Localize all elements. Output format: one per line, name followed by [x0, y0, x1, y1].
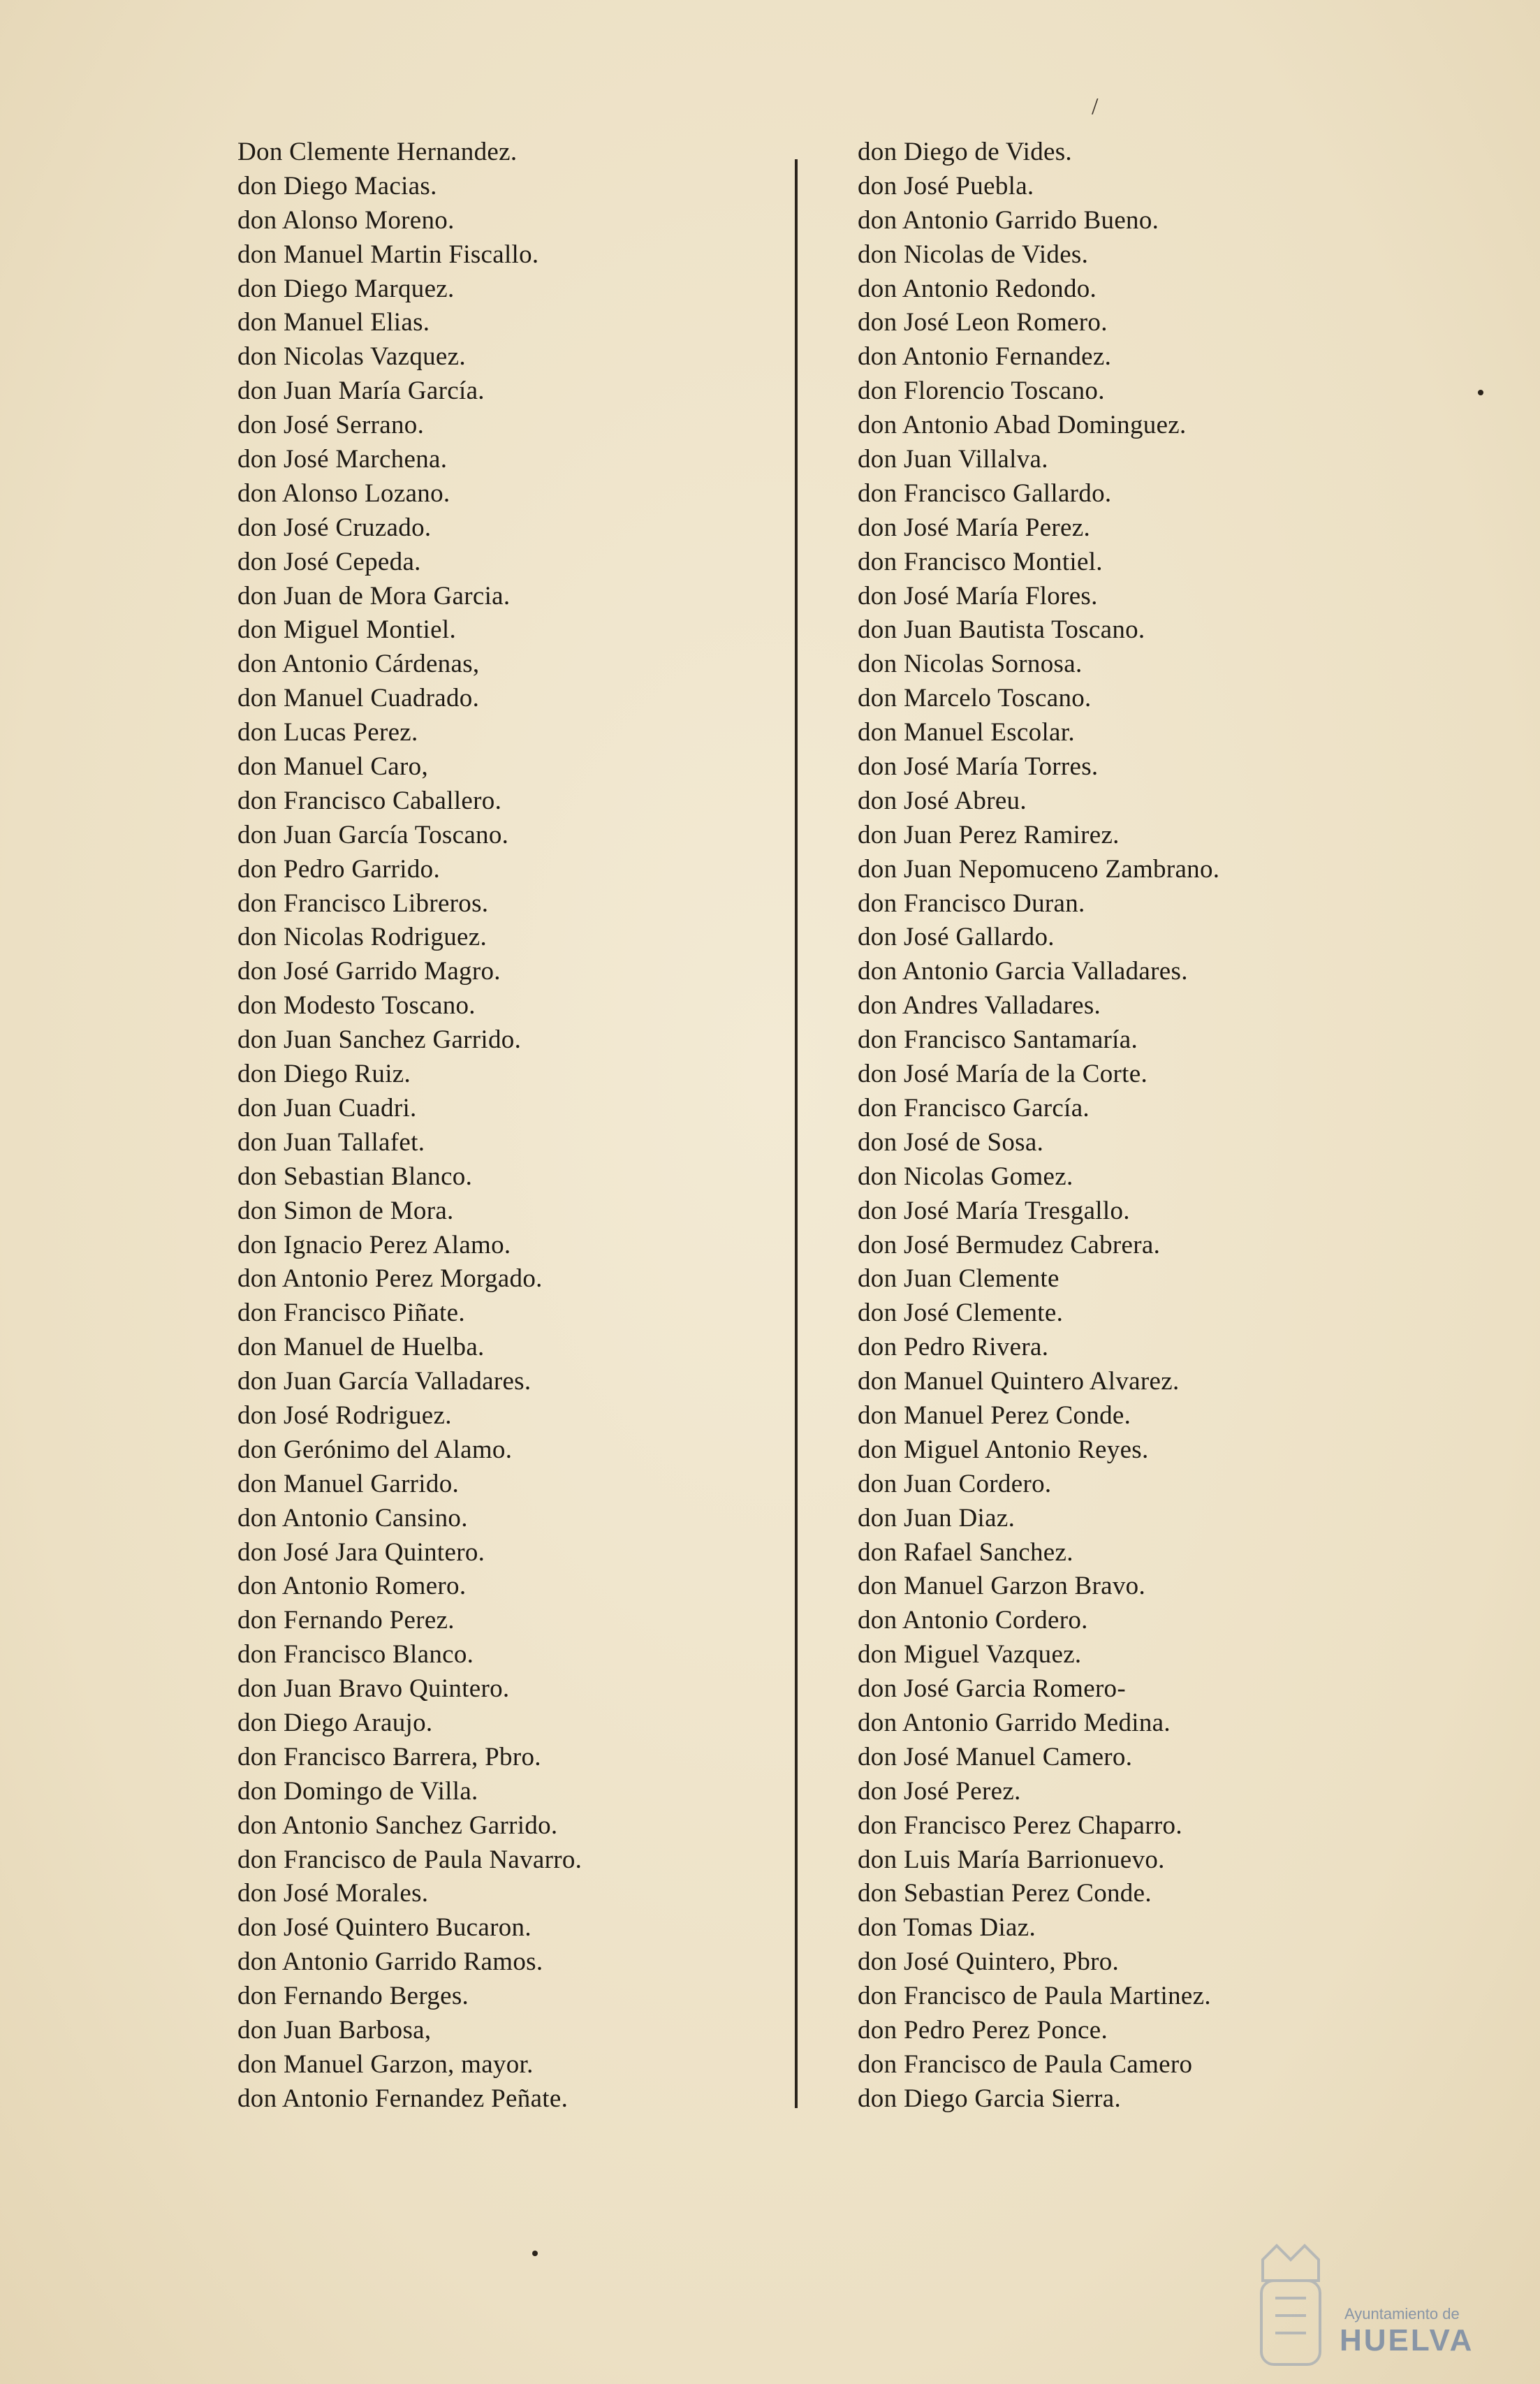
- name-entry: don Modesto Toscano.: [237, 991, 476, 1021]
- name-entry: don Diego Marquez.: [237, 274, 455, 303]
- left-name-column: [237, 136, 582, 2116]
- name-entry: don Miguel Vazquez.: [858, 1640, 1082, 1669]
- name-entry: don Juan García Valladares.: [237, 1367, 531, 1396]
- name-entry: don Antonio Fernandez Peñate.: [237, 2084, 569, 2113]
- name-entry: don Manuel Martin Fiscallo.: [237, 240, 539, 269]
- name-entry: don Diego Macias.: [237, 171, 437, 200]
- name-entry: don Francisco García.: [858, 1093, 1090, 1122]
- name-entry: don Nicolas Rodriguez.: [237, 923, 487, 952]
- name-entry: don Antonio Cárdenas,: [237, 650, 480, 679]
- name-entry: don Francisco Montiel.: [858, 547, 1103, 576]
- name-entry: don Lucas Perez.: [237, 718, 418, 747]
- name-entry: don José Puebla.: [858, 171, 1034, 200]
- name-entry: don José Cruzado.: [237, 513, 432, 542]
- name-entry: don Diego de Vides.: [858, 138, 1072, 166]
- name-entry: don Juan María García.: [237, 376, 485, 406]
- name-entry: don Pedro Perez Ponce.: [858, 2015, 1108, 2045]
- name-entry: don Manuel Perez Conde.: [858, 1401, 1131, 1430]
- name-entry: don José Quintero Bucaron.: [237, 1913, 531, 1943]
- name-entry: don José María Flores.: [858, 581, 1098, 610]
- name-entry: don Juan Diaz.: [858, 1503, 1015, 1533]
- name-entry: don Juan Perez Ramirez.: [858, 820, 1120, 849]
- name-entry: don Juan Cordero.: [858, 1469, 1052, 1498]
- name-entry: don Francisco Blanco.: [237, 1640, 474, 1669]
- page-mark: /: [1092, 94, 1099, 119]
- name-entry: don Fernando Berges.: [237, 1982, 469, 2011]
- name-entry: don Juan Bautista Toscano.: [858, 615, 1145, 645]
- name-entry: don Gerónimo del Alamo.: [237, 1435, 513, 1464]
- name-entry: don Francisco de Paula Navarro.: [237, 1845, 582, 1874]
- name-entry: don José Leon Romero.: [858, 308, 1108, 337]
- name-entry: don Nicolas de Vides.: [858, 240, 1089, 269]
- name-entry: don Tomas Diaz.: [858, 1913, 1036, 1943]
- name-entry: don Francisco Perez Chaparro.: [858, 1811, 1182, 1840]
- name-entry: don José Clemente.: [858, 1299, 1064, 1328]
- name-entry: don Pedro Rivera.: [858, 1333, 1049, 1362]
- name-entry: don José Serrano.: [237, 411, 425, 440]
- right-name-column: [858, 136, 1219, 2116]
- name-entry: don Manuel Garrido.: [237, 1469, 460, 1498]
- name-entry: don Fernando Perez.: [237, 1606, 455, 1635]
- name-entry: don José Bermudez Cabrera.: [858, 1230, 1161, 1259]
- name-entry: don Nicolas Gomez.: [858, 1162, 1073, 1191]
- name-entry: don Manuel Garzon Bravo.: [858, 1572, 1146, 1601]
- name-entry: don Francisco Caballero.: [237, 786, 502, 815]
- name-entry: don Francisco Duran.: [858, 888, 1085, 918]
- name-entry: don Miguel Antonio Reyes.: [858, 1435, 1149, 1464]
- name-entry: don Antonio Sanchez Garrido.: [237, 1811, 558, 1840]
- name-entry: don José María Torres.: [858, 752, 1099, 782]
- name-entry: don Juan Villalva.: [858, 445, 1048, 474]
- name-entry: don Antonio Fernandez.: [858, 342, 1112, 372]
- name-entry: don Miguel Montiel.: [237, 615, 456, 645]
- name-entry: don Simon de Mora.: [237, 1196, 454, 1225]
- name-entry: don Juan Cuadri.: [237, 1093, 417, 1122]
- name-entry: don Sebastian Perez Conde.: [858, 1879, 1152, 1908]
- name-entry: don José Rodriguez.: [237, 1401, 452, 1430]
- name-entry: don Antonio Redondo.: [858, 274, 1097, 303]
- name-entry: don Juan Sanchez Garrido.: [237, 1025, 522, 1055]
- name-entry: don Manuel Quintero Alvarez.: [858, 1367, 1180, 1396]
- name-entry: don Domingo de Villa.: [237, 1776, 478, 1806]
- name-entry: don José Jara Quintero.: [237, 1537, 485, 1567]
- name-entry: don Antonio Abad Dominguez.: [858, 411, 1187, 440]
- name-entry: don Florencio Toscano.: [858, 376, 1105, 406]
- name-entry: don Nicolas Sornosa.: [858, 650, 1083, 679]
- name-entry: don Antonio Garrido Ramos.: [237, 1947, 543, 1977]
- name-entry: don Diego Garcia Sierra.: [858, 2084, 1122, 2113]
- name-entry: don Juan García Toscano.: [237, 820, 509, 849]
- name-entry: don José María de la Corte.: [858, 1060, 1147, 1089]
- name-entry: don Diego Araujo.: [237, 1708, 433, 1737]
- name-entry: don Francisco Santamaría.: [858, 1025, 1138, 1055]
- name-entry: don Manuel de Huelba.: [237, 1333, 485, 1362]
- name-entry: don Manuel Escolar.: [858, 718, 1075, 747]
- logo-title: HUELVA: [1340, 2323, 1474, 2357]
- name-entry: don Manuel Cuadrado.: [237, 684, 480, 713]
- column-divider: [795, 159, 798, 2108]
- name-entry: don Luis María Barrionuevo.: [858, 1845, 1165, 1874]
- name-entry: don José de Sosa.: [858, 1127, 1044, 1157]
- name-entry: don Juan Barbosa,: [237, 2015, 432, 2045]
- name-entry: don Manuel Caro,: [237, 752, 428, 782]
- ink-dot: [532, 2251, 538, 2256]
- name-entry: don Juan Nepomuceno Zambrano.: [858, 854, 1220, 884]
- name-entry: don José Gallardo.: [858, 923, 1055, 952]
- name-entry: don Antonio Garrido Medina.: [858, 1708, 1171, 1737]
- name-entry: don Alonso Lozano.: [237, 478, 450, 508]
- name-entry: don Antonio Garrido Bueno.: [858, 205, 1159, 235]
- name-entry: don Juan Clemente: [858, 1264, 1059, 1294]
- name-entry: don Andres Valladares.: [858, 991, 1101, 1021]
- name-entry: don José Morales.: [237, 1879, 429, 1908]
- name-entry: don Francisco Barrera, Pbro.: [237, 1742, 541, 1771]
- name-entry: don José María Tresgallo.: [858, 1196, 1130, 1225]
- name-entry: don Rafael Sanchez.: [858, 1537, 1073, 1567]
- name-entry: don José Marchena.: [237, 445, 448, 474]
- name-entry: don José Garcia Romero-: [858, 1674, 1126, 1704]
- logo-subtitle: Ayuntamiento de: [1344, 2305, 1460, 2323]
- name-entry: don Manuel Elias.: [237, 308, 430, 337]
- name-entry: don José Garrido Magro.: [237, 957, 501, 986]
- name-entry: don José Cepeda.: [237, 547, 421, 576]
- ink-dot: [1478, 390, 1483, 395]
- name-entry: don Antonio Cansino.: [237, 1503, 468, 1533]
- name-entry: don Juan Tallafet.: [237, 1127, 425, 1157]
- name-entry: don Juan de Mora Garcia.: [237, 581, 511, 610]
- name-entry: don Sebastian Blanco.: [237, 1162, 473, 1191]
- name-entry: don Ignacio Perez Alamo.: [237, 1230, 511, 1259]
- name-entry: don Nicolas Vazquez.: [237, 342, 466, 372]
- name-entry: don Francisco de Paula Martinez.: [858, 1982, 1211, 2011]
- name-entry: don Francisco Piñate.: [237, 1299, 465, 1328]
- name-entry: don Manuel Garzon, mayor.: [237, 2049, 534, 2079]
- name-entry: don José Quintero, Pbro.: [858, 1947, 1120, 1977]
- name-entry: don Antonio Romero.: [237, 1572, 467, 1601]
- name-entry: don Alonso Moreno.: [237, 205, 455, 235]
- name-entry: don Francisco de Paula Camero: [858, 2049, 1193, 2079]
- name-entry: don Pedro Garrido.: [237, 854, 441, 884]
- name-entry: don Marcelo Toscano.: [858, 684, 1092, 713]
- name-entry: don Francisco Libreros.: [237, 888, 489, 918]
- name-entry: don José Perez.: [858, 1776, 1021, 1806]
- name-entry: don Francisco Gallardo.: [858, 478, 1112, 508]
- name-entry: don Juan Bravo Quintero.: [237, 1674, 510, 1704]
- name-entry: don Antonio Garcia Valladares.: [858, 957, 1188, 986]
- name-entry: don Antonio Cordero.: [858, 1606, 1088, 1635]
- name-entry: don José Abreu.: [858, 786, 1027, 815]
- name-entry: don José Manuel Camero.: [858, 1742, 1133, 1771]
- name-entry: don Antonio Perez Morgado.: [237, 1264, 543, 1294]
- name-entry: don José María Perez.: [858, 513, 1091, 542]
- name-entry: don Diego Ruiz.: [237, 1060, 411, 1089]
- name-entry: Don Clemente Hernandez.: [237, 138, 518, 166]
